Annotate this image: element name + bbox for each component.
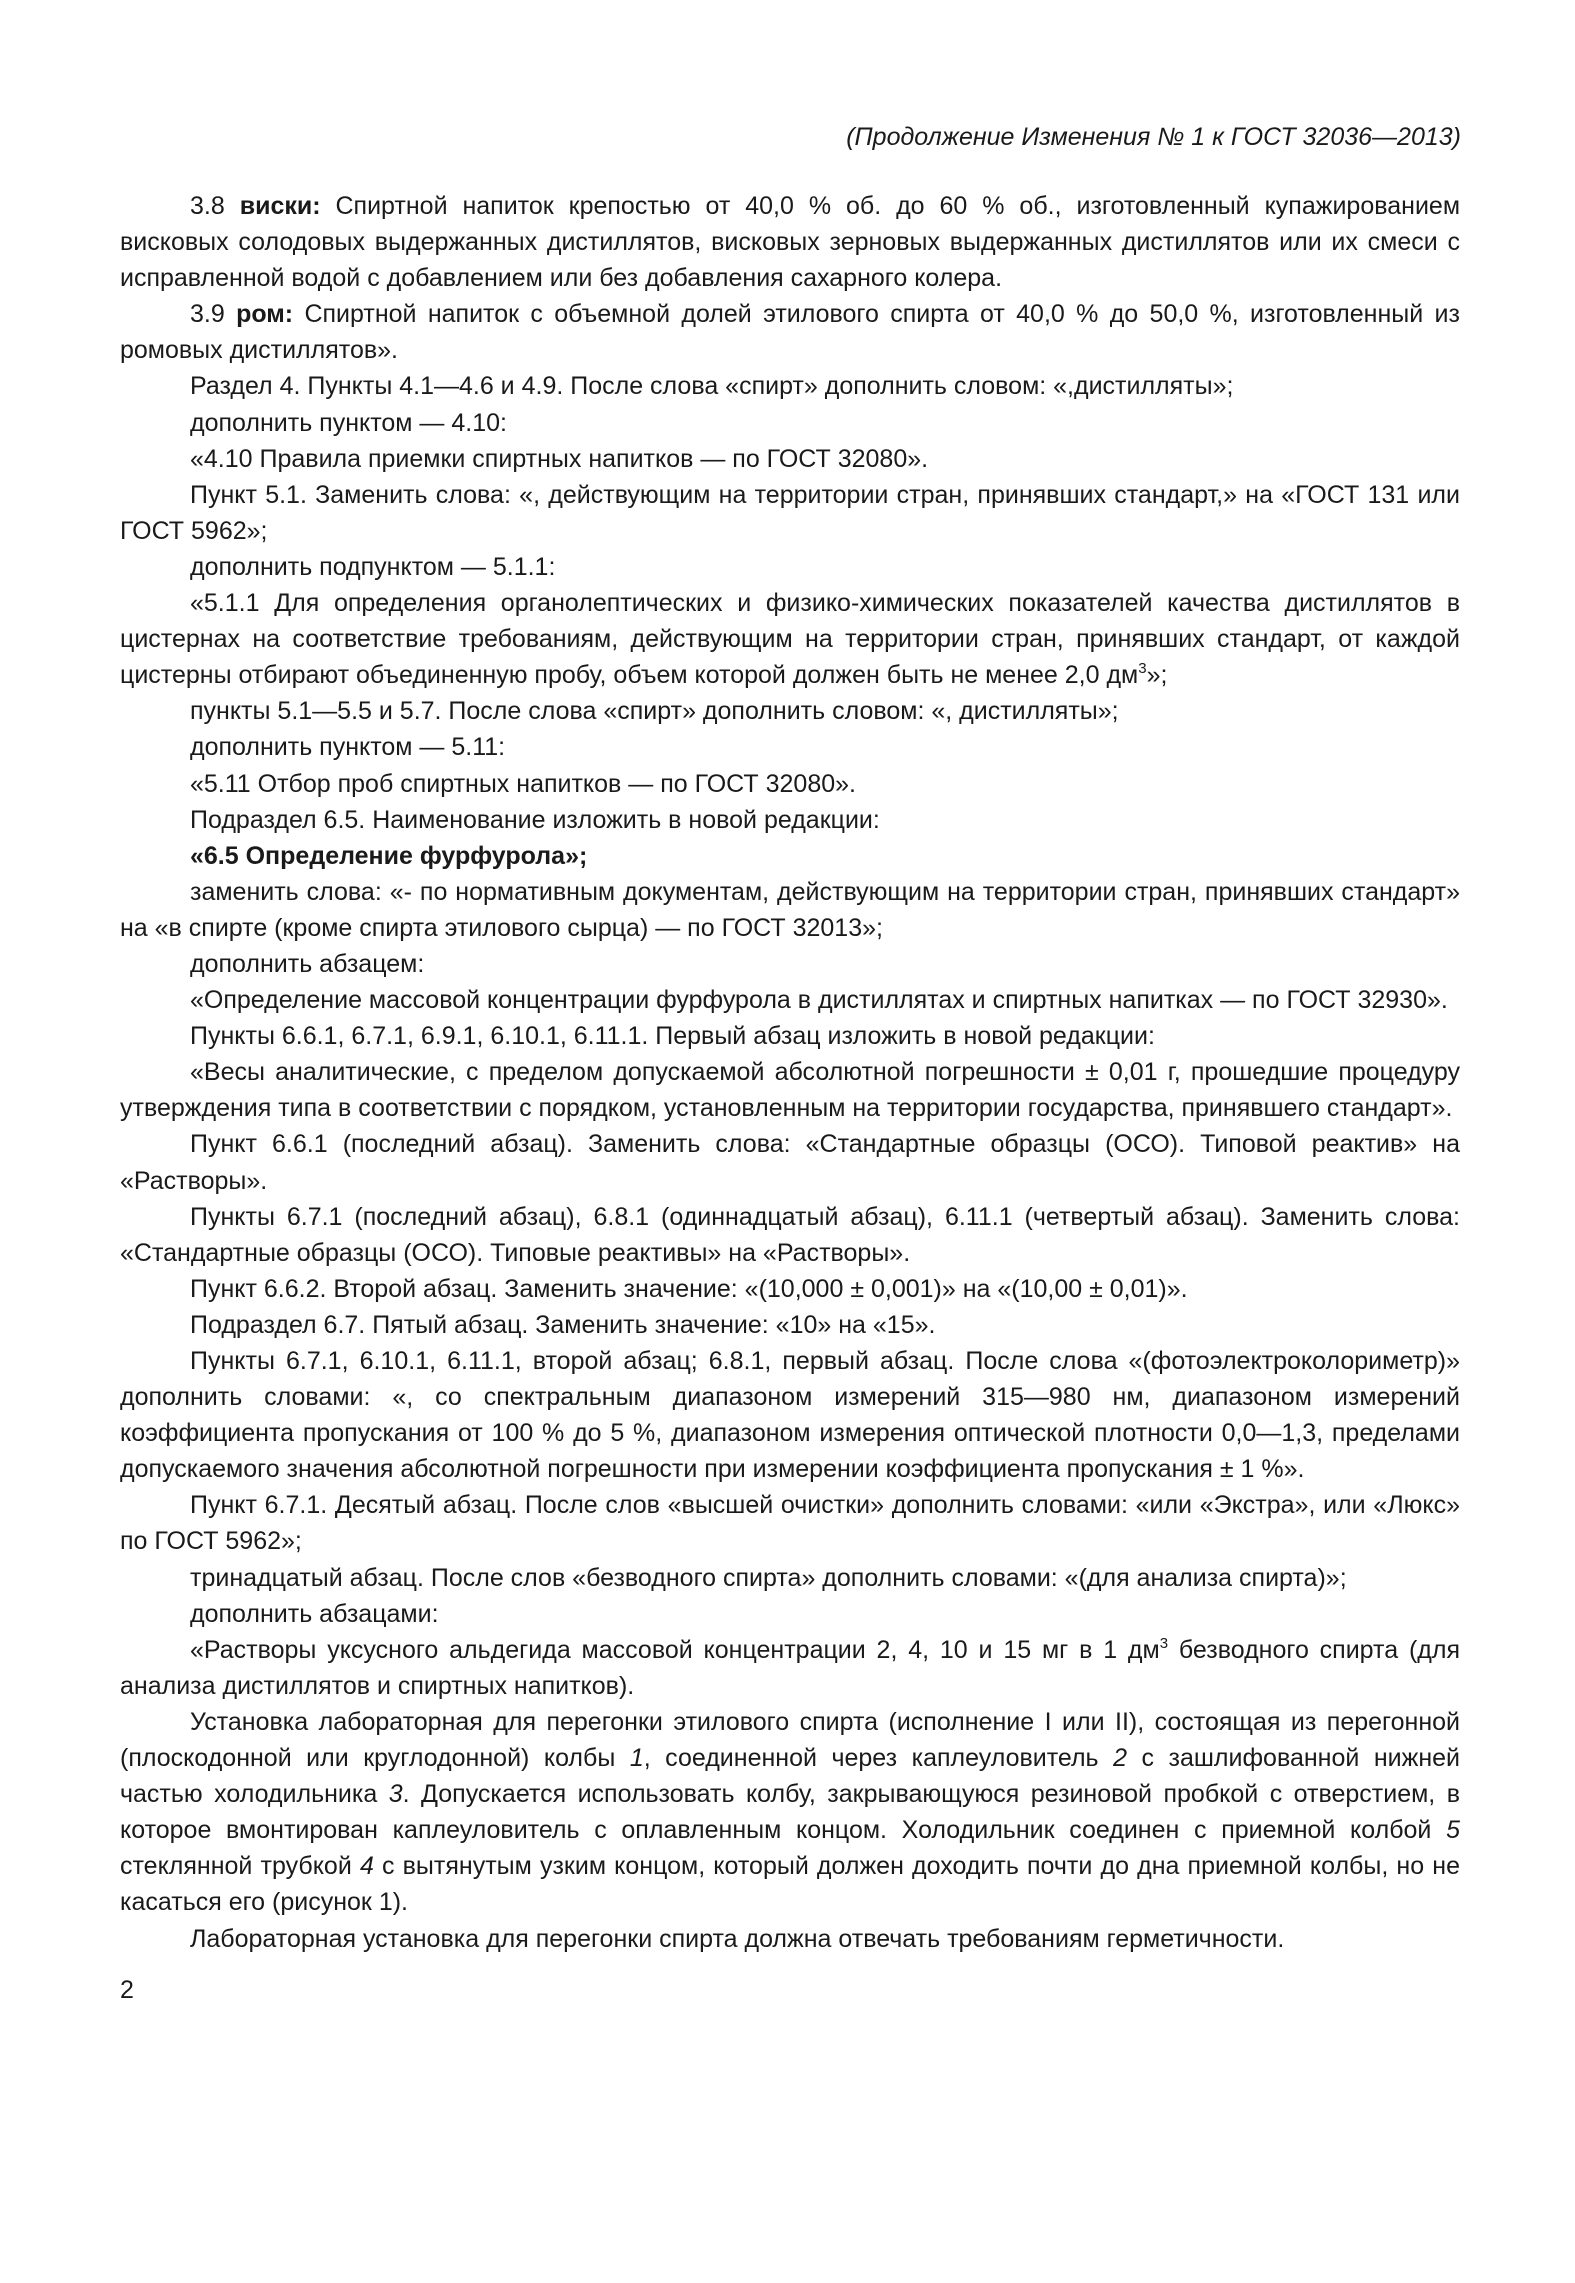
paragraph: Раздел 4. Пункты 4.1—4.6 и 4.9. После слова «спирт» дополнить словом: «,дистилляты»;: [190, 372, 1234, 401]
paragraph: Пункты 6.7.1 (последний абзац), 6.8.1 (одиннадцатый абзац), 6.11.1 (четвертый абзац). Заменить слова: «Стандартные образцы (ОСО). Типовые реактивы» на «Растворы».: [120, 1202, 1460, 1267]
term-rum: ром:: [236, 300, 294, 329]
paragraph: дополнить пунктом — 4.10:: [190, 408, 507, 437]
paragraph: Пункт 6.7.1. Десятый абзац. После слов «высшей очистки» дополнить словами: «или «Экстра», или «Люкс» по ГОСТ 5962»;: [120, 1491, 1460, 1556]
document-body: [120, 188, 1460, 1957]
paragraph-5-1-1: «5.1.1 Для определения органолептических и физико-химических показателей качества дистиллятов в цистернах на соответствие требованиям, действующим на территории стран, принявших стандарт, от каждой цистерны отбирают объединенную пробу, объем которой должен быть не менее 2,0 $дм^3$»;: [120, 589, 1460, 690]
running-header: (Продолжение Изменения № 1 к ГОСТ 32036—2013): [846, 123, 1461, 151]
paragraph: тринадцатый абзац. После слов «безводного спирта» дополнить словами: «(для анализа спирта)»;: [190, 1563, 1347, 1592]
paragraph: Подраздел 6.7. Пятый абзац. Заменить значение: «10» на «15».: [190, 1310, 936, 1339]
section-heading-6-5: «6.5 Определение фурфурола»;: [190, 841, 588, 870]
paragraph: Лабораторная установка для перегонки спирта должна отвечать требованиям герметичности.: [190, 1924, 1285, 1953]
paragraph-3-9: 3.9 ром: Спиртной напиток с объемной долей этилового спирта от 40,0 % до 50,0 %, изготовленный из ромовых дистиллятов».: [120, 300, 1460, 365]
paragraph: дополнить абзацем:: [190, 949, 425, 978]
paragraph: «Весы аналитические, с пределом допускаемой абсолютной погрешности ± 0,01 г, прошедшие процедуру утверждения типа в соответствии с порядком, установленным на территории государства, принявшего стандарт».: [120, 1058, 1460, 1123]
paragraph: «5.11 Отбор проб спиртных напитков — по ГОСТ 32080».: [190, 769, 856, 798]
paragraph: дополнить абзацами:: [190, 1599, 439, 1628]
paragraph: Пункты 6.7.1, 6.10.1, 6.11.1, второй абзац; 6.8.1, первый абзац. После слова «(фотоэлектроколориметр)» дополнить словами: «, со спектральным диапазоном измерений 315—980 нм, диапазоном измерений коэффициента пропускания от 100 % до 5 %, диапазоном измерения оптической плотности 0,0—1,3, пределами допускаемого значения абсолютной погрешности при измерении коэффициента пропускания ± 1 %».: [120, 1347, 1460, 1484]
paragraph: Пункт 6.6.1 (последний абзац). Заменить слова: «Стандартные образцы (ОСО). Типовой реактив» на «Растворы».: [120, 1130, 1460, 1195]
paragraph: дополнить пунктом — 5.11:: [190, 733, 506, 762]
paragraph: дополнить подпунктом — 5.1.1:: [190, 552, 556, 581]
superscript: 3: [1159, 1634, 1169, 1652]
paragraph-apparatus: Установка лабораторная для перегонки этилового спирта (исполнение I или II), состоящая из перегонной (плоскодонной или круглодонной) колбы 1, соединенной через каплеуловитель 2 с зашлифованной нижней частью холодильника 3. Допускается использовать колбу, закрывающуюся резиновой пробкой с отверстием, в которое вмонтирован каплеуловитель с оплавленным концом. Холодильник соединен с приемной колбой 5 стеклянной трубкой 4 с вытянутым узким концом, который должен доходить почти до дна приемной колбы, но не касаться его (рисунок 1).: [120, 1707, 1460, 1917]
page-number: 2: [120, 1976, 134, 2004]
paragraph: пункты 5.1—5.5 и 5.7. После слова «спирт» дополнить словом: «, дистилляты»;: [190, 697, 1119, 726]
paragraph: Пункт 6.6.2. Второй абзац. Заменить значение: «(10,000 ± 0,001)» на «(10,00 ± 0,01)».: [190, 1274, 1188, 1303]
paragraph: «4.10 Правила приемки спиртных напитков — по ГОСТ 32080».: [190, 444, 929, 473]
paragraph: «Определение массовой концентрации фурфурола в дистиллятах и спиртных напитках — по ГОСТ 32930».: [190, 986, 1448, 1015]
term-whisky: виски:: [239, 192, 321, 220]
paragraph: Подраздел 6.5. Наименование изложить в новой редакции:: [190, 805, 880, 834]
paragraph-solutions: «Растворы уксусного альдегида массовой концентрации 2, 4, 10 и 15 мг в 1 $дм^3$ безводного спирта (для анализа дистиллятов и спиртных напитков).: [120, 1634, 1460, 1700]
paragraph: Пункты 6.6.1, 6.7.1, 6.9.1, 6.10.1, 6.11.1. Первый абзац изложить в новой редакции:: [190, 1022, 1155, 1051]
paragraph: заменить слова: «- по нормативным документам, действующим на территории стран, принявших стандарт» на «в спирте (кроме спирта этилового сырца) — по ГОСТ 32013»;: [120, 877, 1460, 942]
paragraph-3-8: 3.8 виски: Спиртной напиток крепостью от 40,0 % об. до 60 % об., изготовленный купажированием висковых солодовых выдержанных дистиллятов, висковых зерновых выдержанных дистиллятов или их смеси с исправленной водой с добавлением или без добавления сахарного колера.: [120, 192, 1461, 293]
superscript: 3: [1138, 660, 1147, 678]
paragraph: Пункт 5.1. Заменить слова: «, действующим на территории стран, принявших стандарт,» на «ГОСТ 131 или ГОСТ 5962»;: [120, 480, 1460, 545]
